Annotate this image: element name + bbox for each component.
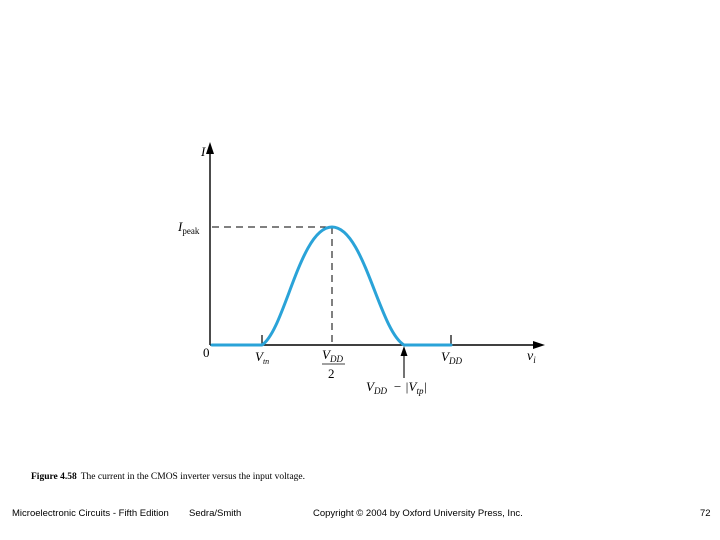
vtn-label-sub: tn bbox=[262, 357, 270, 366]
vtp-expr-b: − |V bbox=[392, 379, 417, 394]
origin-label: 0 bbox=[203, 345, 210, 360]
vtp-expr-c: | bbox=[423, 379, 428, 394]
vdd-half-denominator: 2 bbox=[328, 366, 335, 381]
footer-page-number: 72 bbox=[700, 508, 711, 519]
vtp-expr-a: V bbox=[366, 379, 374, 394]
peak-label-main: I bbox=[178, 219, 183, 234]
x-axis-arrow bbox=[533, 341, 545, 349]
figure-number: Figure 4.58 bbox=[31, 472, 77, 482]
vtn-label-main: V bbox=[255, 349, 263, 364]
footer-book: Microelectronic Circuits - Fifth Edition bbox=[12, 508, 169, 519]
x-axis-label-main: v bbox=[527, 349, 534, 364]
footer-copyright: Copyright © 2004 by Oxford University Press, Inc. bbox=[313, 508, 523, 519]
vtp-expr-b-sub: tp bbox=[416, 386, 424, 396]
vdd-label-sub: DD bbox=[448, 356, 462, 366]
caption-text: The current in the CMOS inverter versus the input voltage. bbox=[80, 472, 306, 482]
vdd-label-main: V bbox=[441, 349, 449, 364]
footer-authors: Sedra/Smith bbox=[189, 508, 242, 519]
peak-label-sub: peak bbox=[182, 226, 200, 236]
figure-caption bbox=[31, 472, 305, 482]
y-axis-label: I bbox=[201, 144, 206, 159]
vdd-half-label-main: V bbox=[322, 347, 330, 362]
peak-label bbox=[177, 219, 200, 236]
vtn-label bbox=[255, 349, 269, 366]
x-axis-label-sub: i bbox=[533, 355, 536, 365]
vtp-expression-label bbox=[366, 379, 427, 396]
x-axis-label bbox=[527, 349, 536, 365]
vtp-expr-a-sub: DD bbox=[373, 386, 387, 396]
vdd-half-label-sub: DD bbox=[329, 354, 343, 364]
vtp-arrow-head bbox=[401, 346, 408, 356]
y-axis-arrow bbox=[206, 142, 214, 154]
vdd-label bbox=[441, 349, 462, 366]
vdd-half-label bbox=[322, 347, 343, 364]
